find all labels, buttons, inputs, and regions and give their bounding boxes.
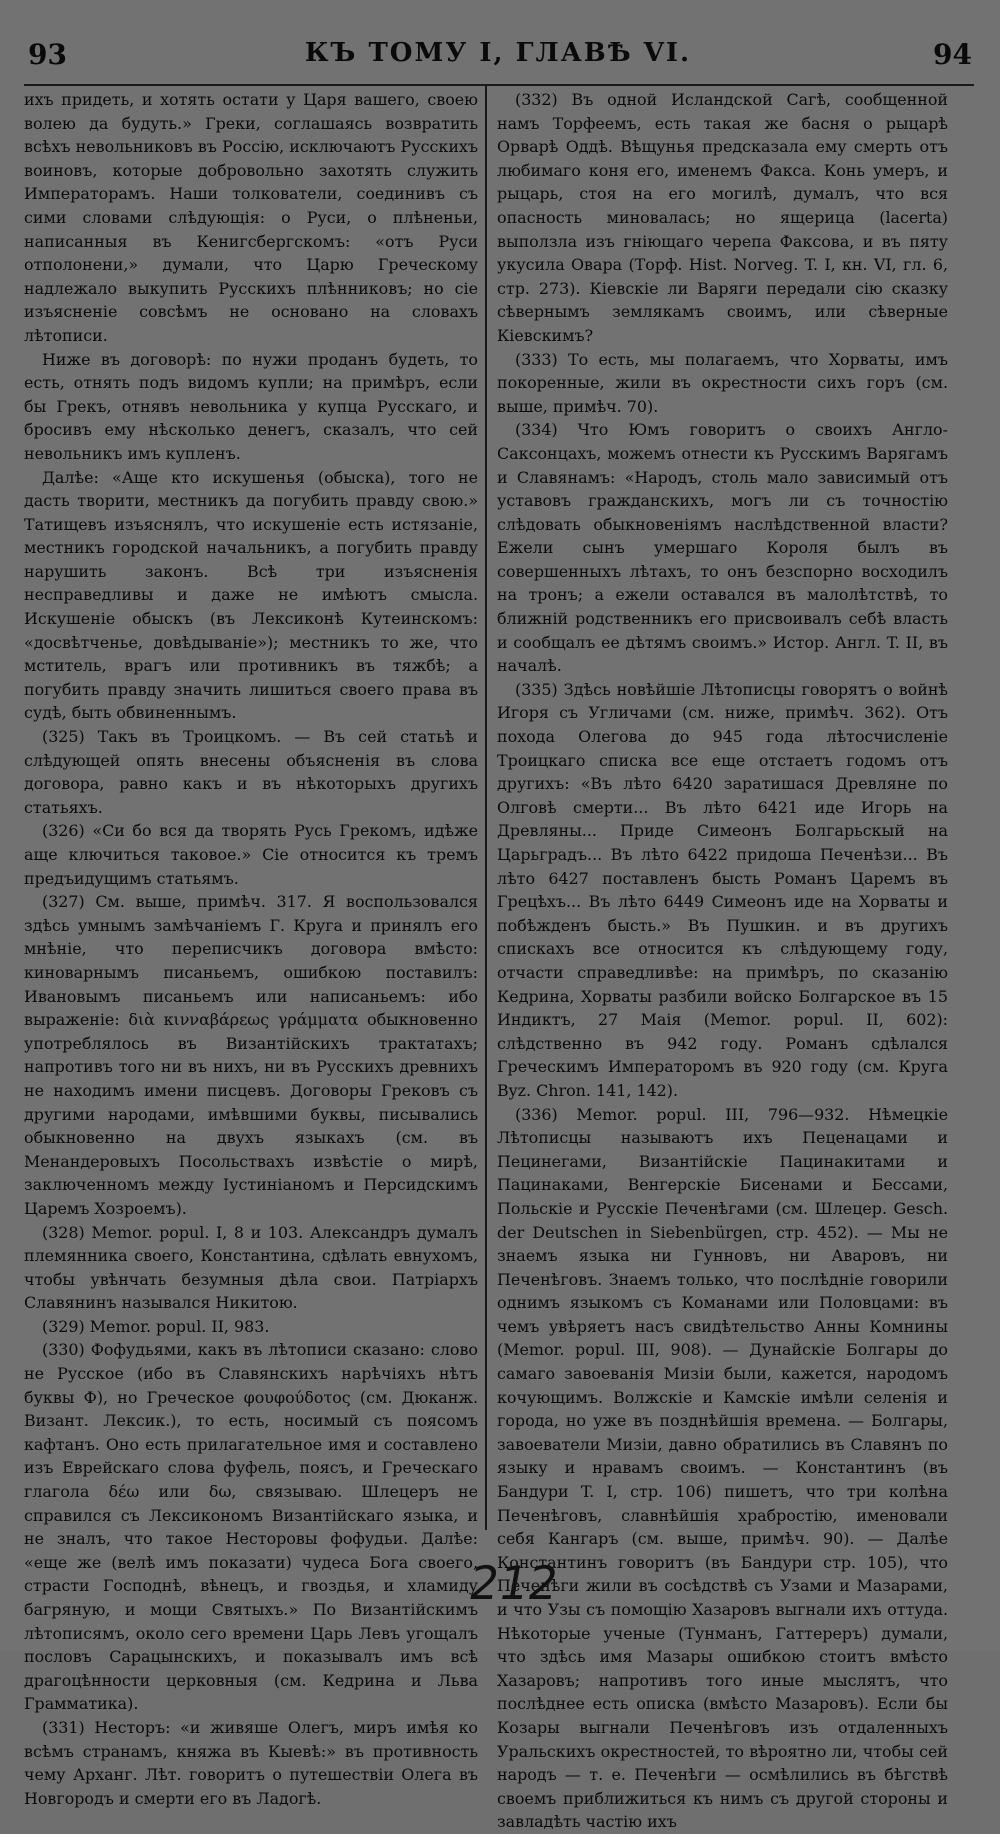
page-number-left: 93 — [28, 38, 67, 71]
column-divider — [485, 86, 487, 1530]
note-332: (332) Въ одной Исландской Сагѣ, сообщенной намъ Торфеемъ, есть такая же басня о рыцарѣ Орварѣ Оддѣ. Вѣщунья предсказала ему смерть отъ любимаго коня его, именемъ Факса. Конь умеръ, и рыцарь, стоя на его могилѣ, думалъ, что вся опасность миновалась; но ящерица (lacerta) выползла изъ гніющаго черепа Факсова, и въ пяту укусила Овара (Торф. Hist. Norveg. T. I, кн. VI, гл. 6, стр. 273). Кіевскіе ли Варяги передали сію сказку сѣвернымъ землякамъ своимъ, или сѣверные Кіевскимъ? — [497, 90, 948, 345]
note-334: (334) Что Юмъ говоритъ о своихъ Англо-Саксонцахъ, можемъ отнести къ Русскимъ Варягамъ и Славянамъ: «Народъ, столь мало зависимый отъ уставовъ гражданскихъ, могъ ли съ точностію слѣдовать обыкновеніямъ наслѣдственной власти? Ежели сынъ умершаго Короля былъ въ совершенныхъ лѣтахъ, то онъ безспорно восходилъ на тронъ; а ежели оставался въ малолѣтствѣ, то ближній родственникъ его присвоивалъ себѣ власть и сообщалъ ее дѣтямъ своимъ.» Истор. Англ. T. II, въ началѣ. — [497, 420, 948, 676]
paragraph: Ниже въ договорѣ: по нужи проданъ будеть, то есть, отнять подъ видомъ купли; на примѣръ, если бы Грекъ, отнявъ невольника у купца Русскаго, и бросивъ ему нѣсколько денегъ, сказалъ, что сей невольникъ имъ купленъ. — [24, 349, 478, 463]
page-title: КЪ ТОМУ I, ГЛАВѢ VI. — [304, 38, 692, 68]
note-326: (326) «Си бо вся да творять Русь Грекомъ, идѣже аще ключиться таковое.» Сіе относится къ тремъ предъидущимъ статьямъ. — [24, 821, 478, 888]
note-336: (336) Memor. popul. III, 796—932. Нѣмецкіе Лѣтописцы называютъ ихъ Пеценацами и Пецинегами, Византійскіе Пацинакитами и Пацинаками, Венгерскіе Бисенами и Бессами, Польскіе и Русскіе Печенѣгами (см. Шлецер. Gesch. der Deutschen in Siebenbürgen, стр. 452). — Мы не знаемъ языка ни Гунновъ, ни Аваровъ, ни Печенѣговъ. Знаемъ только, что послѣдніе говорили однимъ языкомъ съ Команами или Половцами: въ чемъ увѣряетъ насъ свидѣтельство Анны Комнины (Memor. popul. III, 908). — Дунайскіе Болгары до самаго завоеванія Мизіи были, кажется, народомъ кочующимъ. Волжскіе и Камскіе имѣли селенія и города, но уже въ позднѣйшія времена. — Болгары, завоеватели Мизіи, давно обратились въ Славянъ по языку и нравамъ своимъ. — Константинъ (въ Бандури T. I, стр. 106) пишетъ, что три колѣна Печенѣговъ, славнѣйшія храбростію, именовали себя Кангаръ (см. выше, примѣч. 90). — Далѣе Константинъ говоритъ (въ Бандури стр. 105), что Печенѣги жили въ сосѣдствѣ съ Узами и Мазарами, и что Узы съ помощію Хазаровъ выгнали ихъ оттуда. Нѣкоторые ученые (Тунманъ, Гаттереръ) думали, что здѣсь имя Мазары ошибкою стоитъ вмѣсто Хазаровъ; напротивъ того иные мыслятъ, что послѣднее есть описка (вмѣсто Мазаровъ). Если бы Козары выгнали Печенѣговъ изъ отдаленныхъ Уральскихъ окрестностей, то вѣроятно ли, чтобы сей народъ — т. е. Печенѣги — осмѣлились въ бѣгствѣ своемъ приближиться къ нимъ съ другой стороны и завладѣть частію ихъ — [497, 1104, 948, 1832]
note-331: (331) Несторъ: «и живяше Олегъ, миръ имѣя ко всѣмъ странамъ, княжа въ Кыевѣ:» въ противность чему Арханг. Лѣт. говоритъ о путешествіи Олега въ Новгородъ и смерти его въ Ладогѣ. — [24, 1717, 478, 1808]
note-327: (327) См. выше, примѣч. 317. Я воспользовался здѣсь умнымъ замѣчаніемъ Г. Круга и принялъ его мнѣніе, что переписчикъ договора вмѣсто: киноварнымъ писаньемъ, ошибкою поставилъ: Ивановымъ писаньемъ или написаньемъ: ибо выраженіе: διὰ κινναβάρεως γράμματα обыкновенно употреблялось въ Византійскихъ трактатахъ; напротивъ того ни въ нихъ, ни въ Русскихъ древнихъ не находимъ имени писцевъ. Договоры Грековъ съ другими народами, имѣвшими буквы, писывались обыкновенно на двухъ языкахъ (см. въ Менандеровыхъ Посольствахъ извѣстіе о мирѣ, заключенномъ между Іустиніаномъ и Персидскимъ Царемъ Хозроемъ). — [24, 892, 478, 1218]
handwritten-folio-number: 212 — [465, 1556, 563, 1610]
note-329: (329) Memor. popul. II, 983. — [42, 1316, 270, 1336]
page-number-right: 94 — [933, 38, 972, 71]
left-column — [24, 88, 478, 1808]
note-328: (328) Memor. popul. I, 8 и 103. Александръ думалъ племянника своего, Константина, сдѣлать евнухомъ, чтобы увѣнчать безумныя дѣла свои. Патріархъ Славянинъ назывался Никитою. — [24, 1222, 478, 1313]
note-330: (330) Фофудьями, какъ въ лѣтописи сказано: слово не Русское (ибо въ Славянскихъ нарѣчіяхъ нѣтъ буквы Ф), но Греческое φουφούδοτος (см. Дюканж. Визант. Лексик.), то есть, носимый съ поясомъ кафтанъ. Оно есть прилагательное имя и составлено изъ Еврейскаго слова фуфель, поясъ, и Греческаго глагола δέω или δω, связываю. Шлецеръ не справился съ Лексикономъ Византійскаго языка, и не зналъ, что такое Несторовы фофудьи. Далѣе: «еще же (велѣ имъ показати) чудеса Бога своего, страсти Господнѣ, вѣнецъ, и гвоздья, и хламиду багряную, и мощи Святыхъ.» По Византійскимъ лѣтописямъ, около сего времени Царь Левъ угощалъ пословъ Сарацынскихъ, и показывалъ имъ всѣ драгоцѣнности церковныя (см. Кедрина и Льва Грамматика). — [24, 1340, 478, 1714]
paragraph: ихъ придеть, и хотять остати у Царя вашего, своею волею да будуть.» Греки, соглашаясь возвратить всѣхъ невольниковъ въ Россію, исключаютъ Русскихъ воиновъ, которые добровольно захотять служить Императорамъ. Наши толкователи, соединивъ съ сими словами слѣдующія: о Руси, о плѣненьи, написанныя въ Кенигсбергскомъ: «отъ Руси отполонени,» думали, что Царю Греческому надлежало выкупить Русскихъ плѣнниковъ; но сіе изъясненіе совсѣмъ не основано на словахъ лѣтописи. — [24, 90, 478, 345]
paragraph: Далѣе: «Аще кто искушенья (обыска), того не дасть творити, местникъ да погубить правду свою.» Татищевъ изъяснялъ, что искушеніе есть истязаніе, местникъ городской начальникъ, а погубить правду нарушить законъ. Всѣ три изъясненія несправедливы и даже не имѣютъ смысла. Искушеніе обыскъ (въ Лексиконѣ Кутеинскомъ: «досвѣтченье, довѣдываніе»); местникъ то же, что мститель, врагъ или противникъ въ тяжбѣ; а погубить правду значить лишиться своего права въ судѣ, быть обвиненнымъ. — [24, 467, 478, 723]
header-rule — [24, 84, 974, 86]
note-325: (325) Такъ въ Троицкомъ. — Въ сей статьѣ и слѣдующей опять внесены объясненія въ слова договора, равно какъ и въ нѣкоторыхъ другихъ статьяхъ. — [24, 727, 478, 817]
note-333: (333) То есть, мы полагаемъ, что Хорваты, имъ покоренные, жили въ окрестности сихъ горъ (см. выше, примѣч. 70). — [497, 349, 948, 416]
running-header — [24, 38, 972, 78]
note-335: (335) Здѣсь новѣйшіе Лѣтописцы говорятъ о войнѣ Игоря съ Угличами (см. ниже, примѣч. 362). Отъ похода Олегова до 945 года лѣтосчисленіе Троицкаго списка все еще отстаетъ годомъ отъ другихъ: «Въ лѣто 6420 заратишася Древляне по Олговѣ смерти... Въ лѣто 6421 иде Игорь на Древляны... Приде Симеонъ Болгарьскый на Царьградъ... Въ лѣто 6422 придоша Печенѣзи... Въ лѣто 6427 поставленъ бысть Романъ Царемъ въ Грецѣхъ... Въ лѣто 6449 Симеонъ иде на Хорваты и побѣжденъ бысть.» Въ Пушкин. и въ другихъ спискахъ все относится къ слѣдующему году, отчасти справедливѣе: на примѣръ, по сказанію Кедрина, Хорваты разбили войско Болгарское въ 15 Индиктъ, 27 Маія (Memor. popul. II, 602): слѣдственно въ 942 году. Романъ сдѣлался Греческимъ Императоромъ въ 920 году (см. Круга Byz. Chron. 141, 142). — [497, 679, 948, 1100]
